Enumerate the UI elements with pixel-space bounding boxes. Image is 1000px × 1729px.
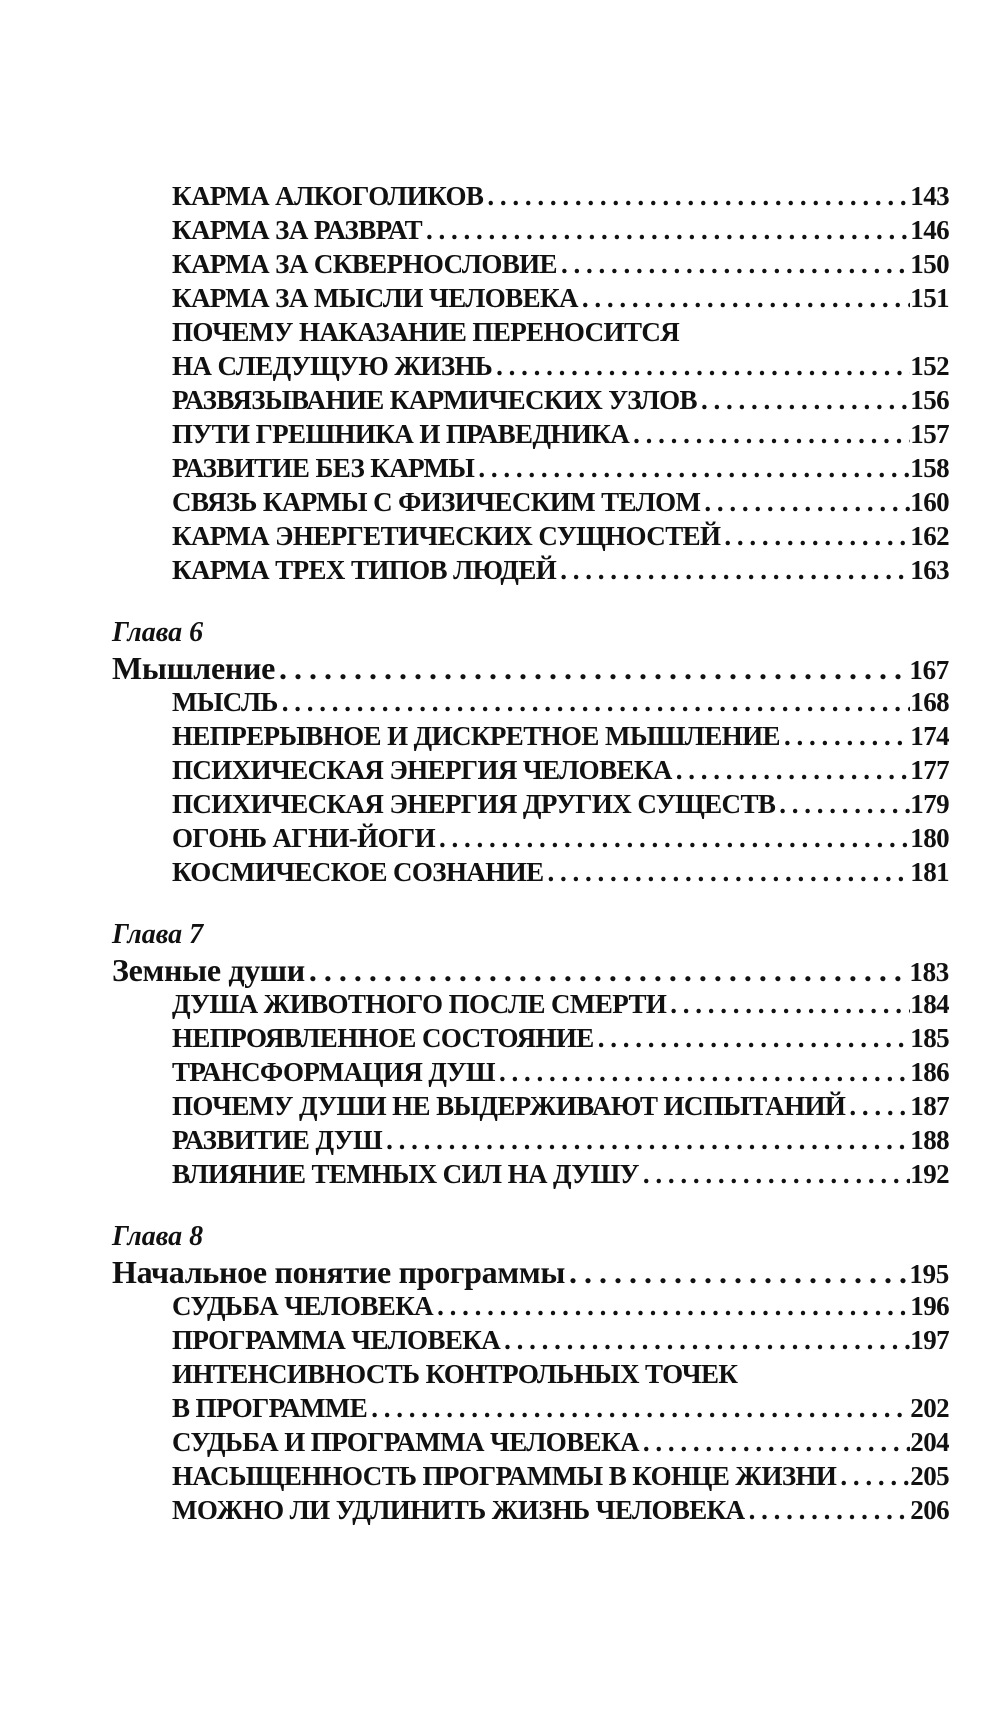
toc-entry-label: МОЖНО ЛИ УДЛИНИТЬ ЖИЗНЬ ЧЕЛОВЕКА — [172, 1495, 745, 1525]
toc-entry-first-line — [172, 313, 949, 351]
dot-leader — [745, 1491, 911, 1529]
dot-leader — [474, 449, 910, 487]
toc-entry — [172, 483, 949, 521]
toc-entry — [172, 1457, 949, 1495]
toc-entry — [172, 1321, 949, 1359]
toc-entry-label: КАРМА ЭНЕРГЕТИЧЕСКИХ СУЩНОСТЕЙ — [172, 521, 721, 551]
toc-entry-page: 188 — [910, 1125, 949, 1155]
toc-entry-page: 192 — [910, 1159, 949, 1189]
dot-leader — [556, 551, 910, 589]
chapter-heading: Глава 8 — [112, 1221, 204, 1252]
toc-entry-page: 174 — [910, 721, 949, 751]
toc-entry-label: ТРАНСФОРМАЦИЯ ДУШ — [172, 1057, 495, 1087]
toc-entry — [172, 1389, 949, 1427]
toc-entry-page: 168 — [910, 687, 949, 717]
toc-entry-first-line — [172, 1355, 949, 1393]
dot-leader — [845, 1087, 910, 1125]
dot-leader — [492, 347, 910, 385]
toc-entry-label: ПОЧЕМУ ДУШИ НЕ ВЫДЕРЖИВАЮТ ИСПЫТАНИЙ — [172, 1091, 846, 1121]
toc-entry-label: ПРОГРАММА ЧЕЛОВЕКА — [172, 1325, 501, 1355]
dot-leader — [483, 177, 910, 215]
dot-leader — [720, 517, 910, 555]
toc-entry-page: 202 — [910, 1393, 949, 1423]
toc-entry — [172, 381, 949, 419]
dot-leader — [666, 985, 910, 1023]
dot-leader — [557, 245, 910, 283]
dot-leader — [700, 483, 910, 521]
toc-entry — [172, 211, 949, 249]
toc-entry-page: 179 — [910, 789, 949, 819]
toc-entry — [172, 717, 949, 755]
toc-entry-label: КОСМИЧЕСКОЕ СОЗНАНИЕ — [172, 857, 544, 887]
toc-entry-label: ВЛИЯНИЕ ТЕМНЫХ СИЛ НА ДУШУ — [172, 1159, 639, 1189]
toc-entry-page: 205 — [910, 1461, 949, 1491]
toc-entry — [172, 1087, 949, 1125]
toc-entry — [172, 415, 949, 453]
dot-leader — [629, 415, 910, 453]
dot-leader — [495, 1053, 910, 1091]
toc-entry-page: 185 — [910, 1023, 949, 1053]
toc-entry — [172, 1491, 949, 1529]
toc-entry-label-line1: ПОЧЕМУ НАКАЗАНИЕ ПЕРЕНОСИТСЯ — [172, 317, 680, 347]
toc-entry — [172, 985, 949, 1023]
toc-entry — [172, 683, 949, 721]
chapter-heading: Глава 7 — [112, 919, 204, 950]
dot-leader — [275, 649, 909, 687]
toc-entry-page: 160 — [910, 487, 949, 517]
toc-entry-label: КАРМА ЗА МЫСЛИ ЧЕЛОВЕКА — [172, 283, 578, 313]
toc-entry-label: КАРМА ЗА РАЗВРАТ — [172, 215, 422, 245]
dot-leader — [780, 717, 910, 755]
toc-entry — [172, 1053, 949, 1091]
chapter-title: Начальное понятие программы — [112, 1254, 566, 1290]
dot-leader — [594, 1019, 911, 1057]
toc-entry-label: В ПРОГРАММЕ — [172, 1393, 368, 1423]
toc-entry-label: КАРМА ТРЕХ ТИПОВ ЛЮДЕЙ — [172, 555, 557, 585]
toc-entry — [172, 1121, 949, 1159]
toc-entry-page: 177 — [910, 755, 949, 785]
toc-entry-page: 186 — [910, 1057, 949, 1087]
dot-leader — [639, 1155, 910, 1193]
chapter-heading: Глава 6 — [112, 617, 204, 648]
toc-entry-page: 158 — [910, 453, 949, 483]
toc-entry-label: РАЗВИТИЕ ДУШ — [172, 1125, 383, 1155]
toc-entry-label: НЕПРЕРЫВНОЕ И ДИСКРЕТНОЕ МЫШЛЕНИЕ — [172, 721, 780, 751]
toc-entry — [172, 819, 949, 857]
toc-entry — [172, 1019, 949, 1057]
toc-entry-page: 187 — [910, 1091, 949, 1121]
toc-entry-page: 181 — [910, 857, 949, 887]
toc-entry-page: 150 — [910, 249, 949, 279]
chapter-title: Земные души — [112, 952, 305, 988]
toc-entry-label: СУДЬБА ЧЕЛОВЕКА — [172, 1291, 434, 1321]
toc-entry-label: НА СЛЕДУЩУЮ ЖИЗНЬ — [172, 351, 493, 381]
toc-entry-page: 197 — [910, 1325, 949, 1355]
toc-entry-label: СВЯЗЬ КАРМЫ С ФИЗИЧЕСКИМ ТЕЛОМ — [172, 487, 701, 517]
dot-leader — [382, 1121, 910, 1159]
dot-leader — [639, 1423, 910, 1461]
toc-entry-page: 184 — [910, 989, 949, 1019]
chapter-title-row — [112, 1253, 949, 1291]
toc-entry-page: 151 — [910, 283, 949, 313]
toc-entry-page: 180 — [910, 823, 949, 853]
toc-entry — [172, 551, 949, 589]
dot-leader — [565, 1253, 909, 1291]
chapter-page: 183 — [909, 957, 949, 987]
dot-leader — [433, 1287, 910, 1325]
dot-leader — [775, 785, 910, 823]
toc-entry-page: 146 — [910, 215, 949, 245]
toc-entry — [172, 1155, 949, 1193]
dot-leader — [305, 951, 910, 989]
toc-entry-label: ПУТИ ГРЕШНИКА И ПРАВЕДНИКА — [172, 419, 630, 449]
toc-entry-label: КАРМА АЛКОГОЛИКОВ — [172, 181, 484, 211]
toc-entry-page: 162 — [910, 521, 949, 551]
dot-leader — [278, 683, 911, 721]
toc-entry — [172, 785, 949, 823]
toc-entry-page: 163 — [910, 555, 949, 585]
dot-leader — [422, 211, 910, 249]
toc-entry — [172, 245, 949, 283]
dot-leader — [836, 1457, 910, 1495]
dot-leader — [367, 1389, 910, 1427]
dot-leader — [500, 1321, 910, 1359]
toc-entry-page: 157 — [910, 419, 949, 449]
toc-entry — [172, 177, 949, 215]
dot-leader — [672, 751, 911, 789]
chapter-title-row — [112, 649, 949, 687]
toc-entry-label: РАЗВИТИЕ БЕЗ КАРМЫ — [172, 453, 475, 483]
dot-leader — [435, 819, 910, 857]
toc-entry — [172, 1423, 949, 1461]
toc-entry — [172, 517, 949, 555]
toc-entry-page: 204 — [910, 1427, 949, 1457]
toc-entry-label: РАЗВЯЗЫВАНИЕ КАРМИЧЕСКИХ УЗЛОВ — [172, 385, 697, 415]
toc-entry-label: НАСЫЩЕННОСТЬ ПРОГРАММЫ В КОНЦЕ ЖИЗНИ — [172, 1461, 837, 1491]
dot-leader — [697, 381, 910, 419]
toc-entry — [172, 751, 949, 789]
toc-entry-label: НЕПРОЯВЛЕННОЕ СОСТОЯНИЕ — [172, 1023, 594, 1053]
toc-entry — [172, 449, 949, 487]
dot-leader — [543, 853, 910, 891]
toc-entry-label: ОГОНЬ АГНИ-ЙОГИ — [172, 823, 435, 853]
chapter-page: 167 — [909, 655, 949, 685]
dot-leader — [578, 279, 910, 317]
toc-entry-label: ПСИХИЧЕСКАЯ ЭНЕРГИЯ ЧЕЛОВЕКА — [172, 755, 672, 785]
toc-entry-page: 152 — [910, 351, 949, 381]
toc-entry-page: 143 — [910, 181, 949, 211]
chapter-title-row — [112, 951, 949, 989]
toc-entry-label-line1: ИНТЕНСИВНОСТЬ КОНТРОЛЬНЫХ ТОЧЕК — [172, 1359, 738, 1389]
toc-entry-label: КАРМА ЗА СКВЕРНОСЛОВИЕ — [172, 249, 557, 279]
toc-entry-page: 156 — [910, 385, 949, 415]
toc-entry-label: ПСИХИЧЕСКАЯ ЭНЕРГИЯ ДРУГИХ СУЩЕСТВ — [172, 789, 776, 819]
toc-entry-label: СУДЬБА И ПРОГРАММА ЧЕЛОВЕКА — [172, 1427, 639, 1457]
toc-entry-page: 196 — [910, 1291, 949, 1321]
chapter-page: 195 — [909, 1259, 949, 1289]
chapter-title: Мышление — [112, 650, 276, 686]
toc-entry-label: ДУША ЖИВОТНОГО ПОСЛЕ СМЕРТИ — [172, 989, 667, 1019]
toc-entry — [172, 347, 949, 385]
toc-entry-page: 206 — [910, 1495, 949, 1525]
toc-entry — [172, 279, 949, 317]
toc-entry-label: МЫСЛЬ — [172, 687, 278, 717]
toc-entry — [172, 1287, 949, 1325]
toc-entry — [172, 853, 949, 891]
